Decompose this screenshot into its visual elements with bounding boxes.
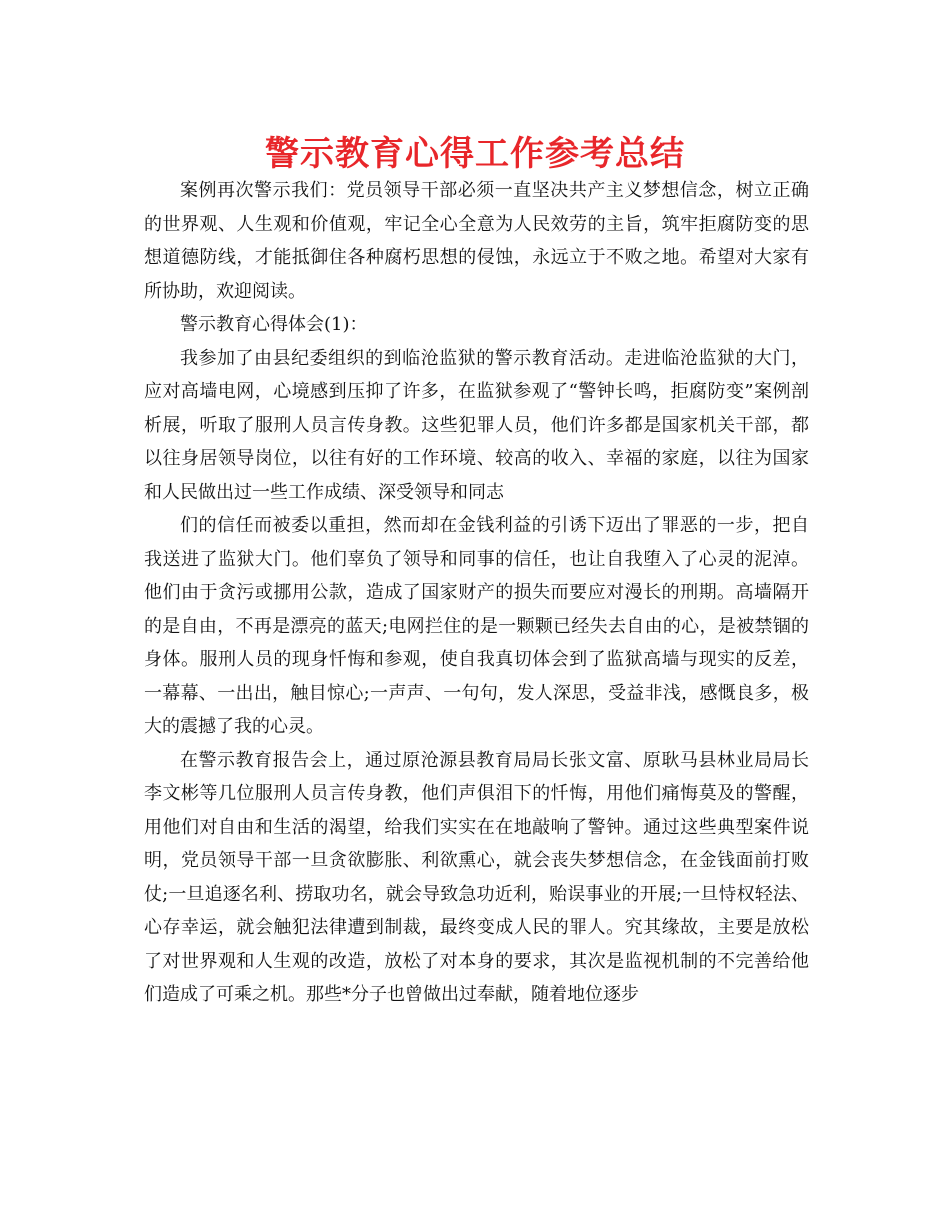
paragraph-heading: 警示教育心得体会(1)： — [180, 314, 368, 335]
paragraph: 我参加了由县纪委组织的到临沧监狱的警示教育活动。走进临沧监狱的大门，应对高墙电网，心境感到压抑了许多，在监狱参观了“警钟长鸣，拒腐防变”案例剖析展，听取了服刑人员言传身教。这些犯罪人员，他们许多都是国家机关干部，都以往身居领导岗位，以往有好的工作环境、较高的收入、幸福的家庭，以往为国家和人民做出过一些工作成绩、深受领导和同志 — [144, 347, 809, 503]
paragraph: 在警示教育报告会上，通过原沧源县教育局局长张文富、原耿马县林业局局长李文彬等几位服刑人员言传身教，他们声俱泪下的忏悔，用他们痛悔莫及的警醒，用他们对自由和生活的渴望，给我们实实在在地敲响了警钟。通过这些典型案件说明，党员领导干部一旦贪欲膨胀、利欲熏心，就会丧失梦想信念，在金钱面前打败仗;一旦追逐名利、捞取功名，就会导致急功近利，贻误事业的开展;一旦恃权轻法、心存幸运，就会触犯法律遭到制裁，最终变成人民的罪人。究其缘故，主要是放松了对世界观和人生观的改造，放松了对本身的要求，其次是监视机制的不完善给他们造成了可乘之机。那些*分子也曾做出过奉献，随着地位逐步 — [144, 749, 809, 1005]
document-body — [144, 174, 809, 1012]
document-title: 警示教育心得工作参考总结 — [265, 134, 685, 174]
paragraph-intro: 案例再次警示我们：党员领导干部必须一直坚决共产主义梦想信念，树立正确的世界观、人生观和价值观，牢记全心全意为人民效劳的主旨，筑牢拒腐防变的思想道德防线，才能抵御住各种腐朽思想的侵蚀，永远立于不败之地。希望对大家有所协助，欢迎阅读。 — [144, 180, 809, 302]
paragraph: 们的信任而被委以重担，然而却在金钱利益的引诱下迈出了罪恶的一步，把自我送进了监狱大门。他们辜负了领导和同事的信任，也让自我堕入了心灵的泥淖。他们由于贪污或挪用公款，造成了国家财产的损失而要应对漫长的刑期。高墙隔开的是自由，不再是漂亮的蓝天;电网拦住的是一颗颗已经失去自由的心，是被禁锢的身体。服刑人员的现身忏悔和参观，使自我真切体会到了监狱高墙与现实的反差，一幕幕、一出出，触目惊心;一声声、一句句，发人深思，受益非浅，感慨良多，极大的震撼了我的心灵。 — [144, 515, 809, 737]
